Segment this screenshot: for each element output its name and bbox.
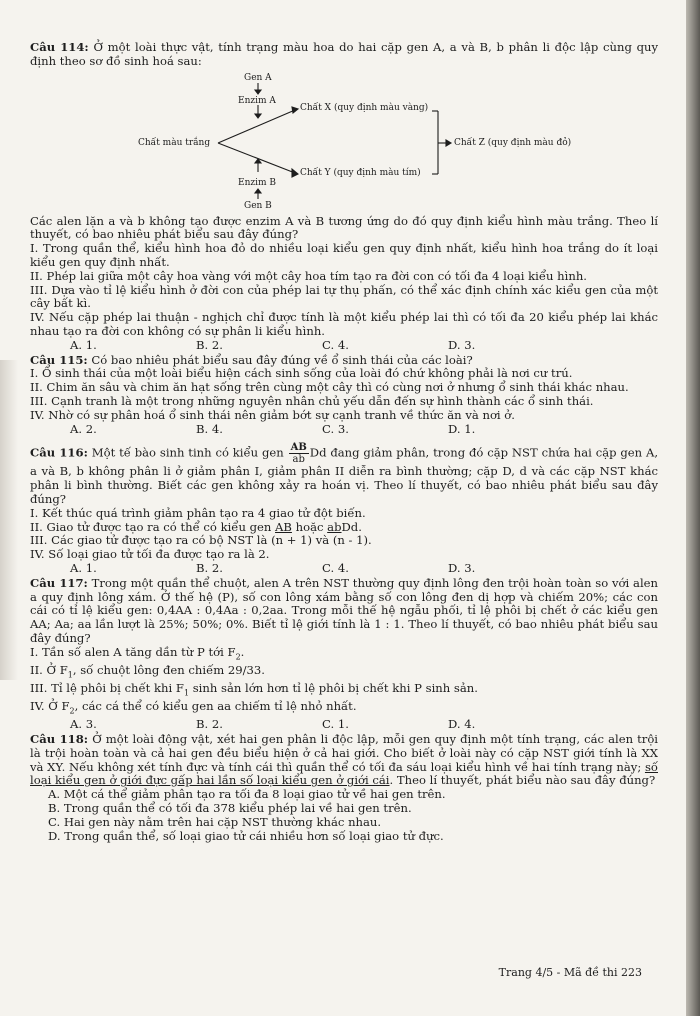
q114-option-a[interactable]: A. 1. — [70, 337, 97, 352]
q117-label: Câu 117: — [30, 575, 88, 590]
q115-statement-4: IV. Nhờ có sự phân hoá ổ sinh thái nên giảm bớt sự cạnh tranh về thức ăn và nơi ở. — [30, 407, 515, 422]
q116-statement-3: III. Các giao tử được tạo ra có bộ NST là (n + 1) và (n - 1). — [30, 533, 372, 548]
q117-option-b[interactable]: B. 2. — [196, 717, 223, 732]
genotype-fraction: $\frac{AB}{ab}$ — [290, 442, 307, 466]
q118-option-c[interactable]: C. Hai gen này nằm trên hai cặp NST thường khác nhau. — [48, 814, 382, 829]
q118-option-b[interactable]: B. Trong quần thể có tối đa 378 kiểu phép lai về hai gen trên. — [48, 800, 412, 815]
q117-option-c[interactable]: C. 1. — [322, 717, 349, 732]
q115-option-d[interactable]: D. 1. — [448, 421, 476, 436]
q114-statement-3: III. Dựa vào tỉ lệ kiểu hình ở đời con của phép lai tự thụ phấn, có thể xác định chính xác kiểu gen của một cây bất kì. — [30, 282, 658, 311]
q115-statement-3: III. Cạnh tranh là một trong những nguyên nhân chủ yếu dẫn đến sự hình thành các ổ sinh thái. — [30, 393, 594, 408]
q117-statement-1: I. Tần số alen A tăng dần từ P tới $F_2$. — [30, 644, 245, 662]
biochemical-pathway-diagram — [30, 69, 658, 215]
q117-stem: Câu 117: Trong một quần thể chuột, alen A trên NST thường quy định lông đen trội hoàn toàn so với alen a quy định lông xám. Ở thế hệ (P), số con lông xám bằng số con lông đen dị hợp và chiếm 20%; các con cái có tỉ lệ kiểu gen: 0,4AA : 0,4Aa : 0,2aa. Trong mỗi thế hệ ngẫu phối, tỉ lệ phôi bị chết ở các kiểu gen AA; Aa; aa lần lượt là 25%; 50%; 0%. Biết tỉ lệ giới tính là 1 : 1. Theo lí thuyết, có bao nhiêu phát biểu sau đây đúng? — [30, 575, 659, 645]
q114-intro: Các alen lặn a và b không tạo được enzim A và B tương ứng do đó quy định kiểu hình màu trắng. Theo lí thuyết, có bao nhiêu phát biểu sau đây đúng? — [30, 213, 658, 242]
q115-option-a[interactable]: A. 2. — [70, 421, 97, 436]
q114-option-d[interactable]: D. 3. — [448, 337, 476, 352]
enzim-a-label: Enzim A — [238, 95, 276, 106]
q115-option-b[interactable]: B. 4. — [196, 421, 223, 436]
q116-label: Câu 116: — [30, 445, 88, 460]
q114-option-c[interactable]: C. 4. — [322, 337, 349, 352]
q115-statement-2: II. Chim ăn sâu và chim ăn hạt sống trên cùng một cây thì có cùng nơi ở nhưng ổ sinh thái khác nhau. — [30, 380, 629, 395]
enzim-b-label: Enzim B — [238, 177, 276, 188]
q114-option-b[interactable]: B. 2. — [196, 337, 223, 352]
gen-b-label: Gen B — [244, 200, 272, 211]
q115-stem: Câu 115: Có bao nhiêu phát biểu sau đây đúng về ổ sinh thái của các loài? — [30, 352, 473, 367]
q118-underlined-phrase: số loại kiểu gen ở giới đực gấp hai lần số loại kiểu gen ở giới cái — [30, 759, 658, 788]
chat-z-label: Chất Z (quy định màu đỏ) — [454, 137, 572, 148]
q117-statement-4: IV. Ở $F_2$, các cá thể có kiểu gen aa chiếm tỉ lệ nhỏ nhất. — [30, 699, 357, 716]
page-edge-shadow — [686, 0, 700, 1016]
q114-label: Câu 114: — [30, 40, 89, 54]
q116-statement-1: I. Kết thúc quá trình giảm phân tạo ra 4 giao tử đột biến. — [30, 505, 366, 520]
q114-statement-1: I. Trong quần thể, kiểu hình hoa đỏ do nhiều loại kiểu gen quy định nhất, kiểu hình hoa trắng do ít loại kiểu gen quy định nhất. — [30, 241, 658, 269]
q117-option-a[interactable]: A. 3. — [70, 717, 97, 732]
q115-options — [30, 423, 658, 437]
q116-statement-4: IV. Số loại giao tử tối đa được tạo ra là 2. — [30, 547, 270, 562]
q115-option-c[interactable]: C. 3. — [322, 421, 349, 436]
q117-statement-3: III. Tỉ lệ phôi bị chết khi $F_1$ sinh sản lớn hơn tỉ lệ phôi bị chết khi P sinh sản. — [30, 680, 478, 698]
q114-stem: Câu 114: Ở một loài thực vật, tính trạng màu hoa do hai cặp gen A, a và B, b phân li độc lập cùng quy định theo sơ đồ sinh hoá sau: — [30, 40, 659, 68]
chat-y-label: Chất Y (quy định màu tím) — [300, 167, 421, 178]
q115-label: Câu 115: — [30, 352, 88, 367]
q114-statement-2: II. Phép lai giữa một cây hoa vàng với một cây hoa tím tạo ra đời con có tối đa 4 loại kiểu hình. — [30, 268, 587, 283]
q114-statement-4: IV. Nếu cặp phép lai thuận - nghịch chỉ được tính là một kiểu phép lai thì có tối đa 20 kiểu phép lai khác nhau tạo ra đời con không có sự phân li kiểu hình. — [30, 310, 658, 338]
q117-statement-2: II. Ở $F_1$, số chuột lông đen chiếm 29/33. — [30, 662, 265, 680]
q118-stem: Câu 118: Ở một loài động vật, xét hai gen phân li độc lập, mỗi gen quy định một tính trạng, các alen trội là trội hoàn toàn và cả hai gen đều biểu hiện ở cả hai giới. Cho biết ở loài này có cặp NST giới tính là XX và XY. Nếu không xét tính đực và tính cái thì quần thể có tối đa sáu loại kiểu hình về hai tính trạng này; số loại kiểu gen ở giới đực gấp hai lần số loại kiểu gen ở giới cái. Theo lí thuyết, phát biểu nào sau đây đúng? — [30, 731, 659, 788]
q115-statement-1: I. Ổ sinh thái của một loài biểu hiện cách sinh sống của loài đó chứ không phải là nơi cư trú. — [30, 366, 573, 381]
q117-option-d[interactable]: D. 4. — [448, 717, 476, 732]
q117-options — [30, 718, 658, 732]
q116-options — [30, 562, 658, 576]
q116-option-a[interactable]: A. 1. — [70, 560, 97, 575]
q116-stem: Câu 116: Một tế bào sinh tinh có kiểu gen $\frac{AB}{ab}$ Dd đang giảm phân, trong đó cặp NST chứa hai cặp gen A, a và B, b không phân li ở giảm phân I, giảm phân II diễn ra bình thường; cặp D, d và các cặp NST khác phân li bình thường. Biết các gen không xảy ra hoán vị. Theo lí thuyết, có bao nhiêu phát biểu sau đây đúng? — [30, 442, 659, 506]
q118-option-d[interactable]: D. Trong quần thể, số loại giao tử cái nhiều hơn số loại giao tử đực. — [48, 828, 444, 843]
q114-options — [30, 339, 658, 353]
q116-option-b[interactable]: B. 2. — [196, 560, 223, 575]
page-footer: Trang 4/5 - Mã đề thi 223 — [498, 966, 642, 979]
q116-statement-2: II. Giao tử được tạo ra có thể có kiểu gen AB hoặc abDd. — [30, 519, 362, 534]
q118-option-a[interactable]: A. Một cá thể giảm phân tạo ra tối đa 8 loại giao tử về hai gen trên. — [48, 787, 446, 802]
gen-a-label: Gen A — [244, 72, 272, 83]
q118-label: Câu 118: — [30, 731, 89, 746]
chat-x-label: Chất X (quy định màu vàng) — [300, 102, 429, 113]
chat-trang-label: Chất màu trắng — [138, 137, 211, 148]
q116-option-d[interactable]: D. 3. — [448, 560, 476, 575]
q116-option-c[interactable]: C. 4. — [322, 560, 349, 575]
page-fold-shadow — [0, 360, 18, 680]
